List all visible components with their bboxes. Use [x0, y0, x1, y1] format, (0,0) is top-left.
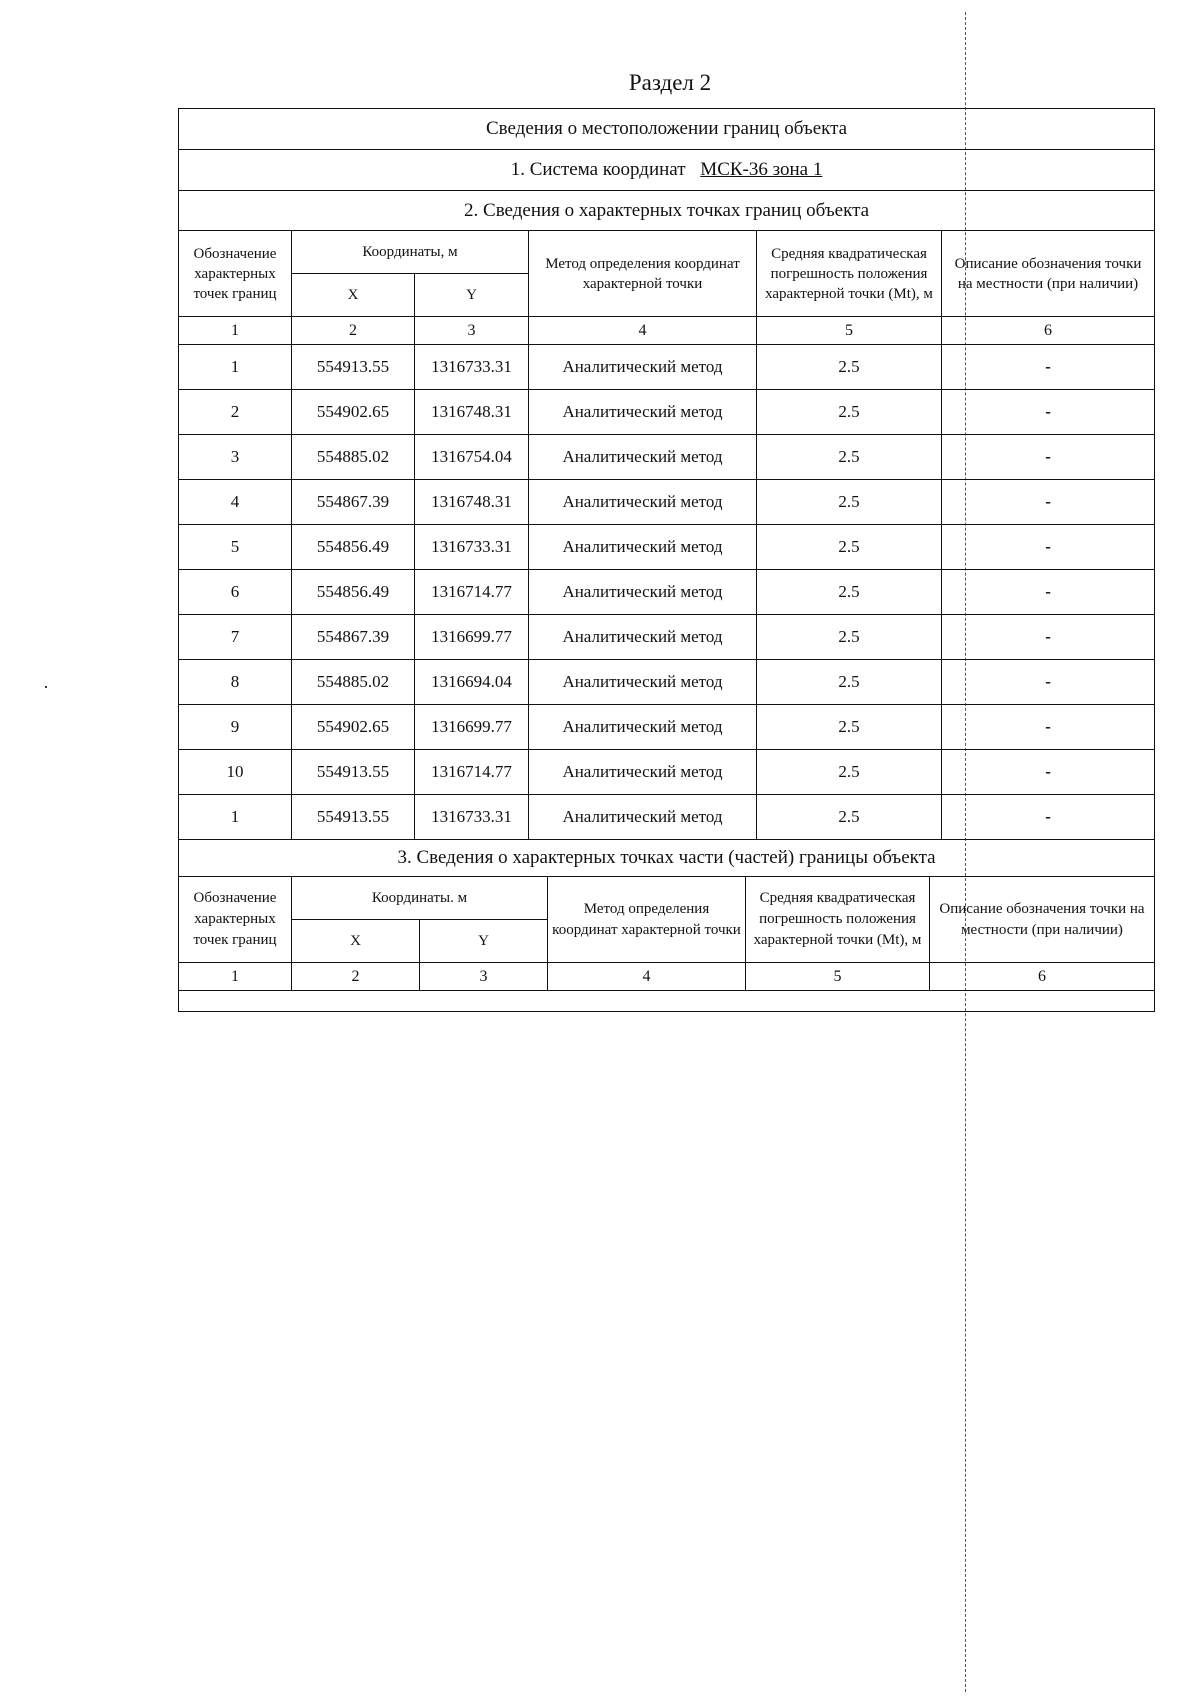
cell-method: Аналитический метод — [529, 435, 757, 480]
table-row — [179, 525, 1155, 570]
cell-method: Аналитический метод — [529, 390, 757, 435]
cell-method: Аналитический метод — [529, 795, 757, 840]
header-method: Метод определения координат характерной точки — [529, 231, 757, 317]
cell-x: 554885.02 — [292, 435, 415, 480]
header-x: X — [292, 274, 415, 317]
cell-method: Аналитический метод — [529, 660, 757, 705]
s3-empty-cell — [179, 991, 1155, 1012]
cell-method: Аналитический метод — [529, 480, 757, 525]
header-y: Y — [415, 274, 529, 317]
cell-point: 7 — [179, 615, 292, 660]
cell-desc: - — [942, 615, 1155, 660]
cell-y: 1316733.31 — [415, 345, 529, 390]
cell-desc: - — [942, 480, 1155, 525]
cell-y: 1316748.31 — [415, 480, 529, 525]
header-description: Описание обозначения точки на местности (при наличии) — [942, 231, 1155, 317]
cell-x: 554885.02 — [292, 660, 415, 705]
scan-dot — [45, 686, 47, 688]
s3-header-y: Y — [420, 920, 548, 963]
cell-mt: 2.5 — [757, 660, 942, 705]
cell-x: 554913.55 — [292, 345, 415, 390]
cell-point: 8 — [179, 660, 292, 705]
cell-point: 1 — [179, 795, 292, 840]
boundary-points-table — [178, 108, 1155, 877]
cell-x: 554902.65 — [292, 390, 415, 435]
cell-mt: 2.5 — [757, 525, 942, 570]
cell-mt: 2.5 — [757, 390, 942, 435]
s3-empty-row — [179, 991, 1155, 1012]
section-header: Сведения о местоположении границ объекта — [179, 109, 1155, 150]
cell-point: 4 — [179, 480, 292, 525]
cell-point: 6 — [179, 570, 292, 615]
cell-x: 554913.55 — [292, 795, 415, 840]
s3-header-description: Описание обозначения точки на местности (при наличии) — [930, 877, 1155, 963]
cell-method: Аналитический метод — [529, 615, 757, 660]
s3-col-number: 2 — [292, 963, 420, 991]
cell-y: 1316714.77 — [415, 750, 529, 795]
cell-x: 554856.49 — [292, 525, 415, 570]
s3-header-coords: Координаты. м — [292, 877, 548, 920]
s3-header-x: X — [292, 920, 420, 963]
col-number: 4 — [529, 317, 757, 345]
table-row — [179, 390, 1155, 435]
cell-point: 9 — [179, 705, 292, 750]
cell-mt: 2.5 — [757, 570, 942, 615]
coord-system-label: 1. Система координат — [510, 159, 686, 180]
cell-mt: 2.5 — [757, 750, 942, 795]
table-row — [179, 615, 1155, 660]
header-error: Средняя квадратическая погрешность положения характерной точки (Mt), м — [757, 231, 942, 317]
s3-col-number: 1 — [179, 963, 292, 991]
cell-x: 554902.65 — [292, 705, 415, 750]
cell-y: 1316733.31 — [415, 795, 529, 840]
cell-mt: 2.5 — [757, 345, 942, 390]
cell-mt: 2.5 — [757, 705, 942, 750]
cell-y: 1316699.77 — [415, 705, 529, 750]
cell-y: 1316754.04 — [415, 435, 529, 480]
col-number: 2 — [292, 317, 415, 345]
table-row — [179, 705, 1155, 750]
cell-mt: 2.5 — [757, 795, 942, 840]
cell-y: 1316748.31 — [415, 390, 529, 435]
boundary-sheet — [178, 108, 1154, 1012]
col-number: 5 — [757, 317, 942, 345]
cell-x: 554867.39 — [292, 615, 415, 660]
cell-desc: - — [942, 750, 1155, 795]
column-numbers-row — [179, 317, 1155, 345]
cell-desc: - — [942, 570, 1155, 615]
cell-y: 1316699.77 — [415, 615, 529, 660]
cell-mt: 2.5 — [757, 435, 942, 480]
s3-col-number: 4 — [548, 963, 746, 991]
cell-point: 10 — [179, 750, 292, 795]
table-row — [179, 795, 1155, 840]
cell-method: Аналитический метод — [529, 705, 757, 750]
cell-desc: - — [942, 435, 1155, 480]
page-title: Раздел 2 — [628, 70, 712, 95]
s3-col-number: 3 — [420, 963, 548, 991]
cell-y: 1316733.31 — [415, 525, 529, 570]
section2-title: 2. Сведения о характерных точках границ объекта — [179, 191, 1155, 231]
cell-desc: - — [942, 345, 1155, 390]
cell-mt: 2.5 — [757, 615, 942, 660]
part-points-table — [178, 876, 1155, 1012]
table-row — [179, 660, 1155, 705]
s3-col-number: 6 — [930, 963, 1155, 991]
cell-desc: - — [942, 525, 1155, 570]
coord-system-line — [179, 150, 1155, 191]
cell-desc: - — [942, 390, 1155, 435]
s3-header-point: Обозначение характерных точек границ — [179, 877, 292, 963]
cell-x: 554856.49 — [292, 570, 415, 615]
cell-desc: - — [942, 705, 1155, 750]
cell-point: 2 — [179, 390, 292, 435]
col-number: 3 — [415, 317, 529, 345]
cell-x: 554913.55 — [292, 750, 415, 795]
col-number: 6 — [942, 317, 1155, 345]
s3-header-error: Средняя квадратическая погрешность положения характерной точки (Mt), м — [746, 877, 930, 963]
cell-desc: - — [942, 795, 1155, 840]
cell-method: Аналитический метод — [529, 750, 757, 795]
table-row — [179, 750, 1155, 795]
s3-header-method: Метод определения координат характерной точки — [548, 877, 746, 963]
cell-mt: 2.5 — [757, 480, 942, 525]
cell-x: 554867.39 — [292, 480, 415, 525]
col-number: 1 — [179, 317, 292, 345]
header-coords: Координаты, м — [292, 231, 529, 274]
cell-desc: - — [942, 660, 1155, 705]
cell-method: Аналитический метод — [529, 345, 757, 390]
cell-y: 1316694.04 — [415, 660, 529, 705]
cell-method: Аналитический метод — [529, 570, 757, 615]
table-row — [179, 570, 1155, 615]
cell-point: 3 — [179, 435, 292, 480]
cell-y: 1316714.77 — [415, 570, 529, 615]
header-point: Обозначение характерных точек границ — [179, 231, 292, 317]
cell-method: Аналитический метод — [529, 525, 757, 570]
table-row — [179, 345, 1155, 390]
section3-title: 3. Сведения о характерных точках части (частей) границы объекта — [179, 840, 1155, 877]
s3-column-numbers-row — [179, 963, 1155, 991]
cell-point: 1 — [179, 345, 292, 390]
table-row — [179, 435, 1155, 480]
table-row — [179, 480, 1155, 525]
cell-point: 5 — [179, 525, 292, 570]
s3-col-number: 5 — [746, 963, 930, 991]
coord-system-value: МСК-36 зона 1 — [700, 159, 823, 180]
